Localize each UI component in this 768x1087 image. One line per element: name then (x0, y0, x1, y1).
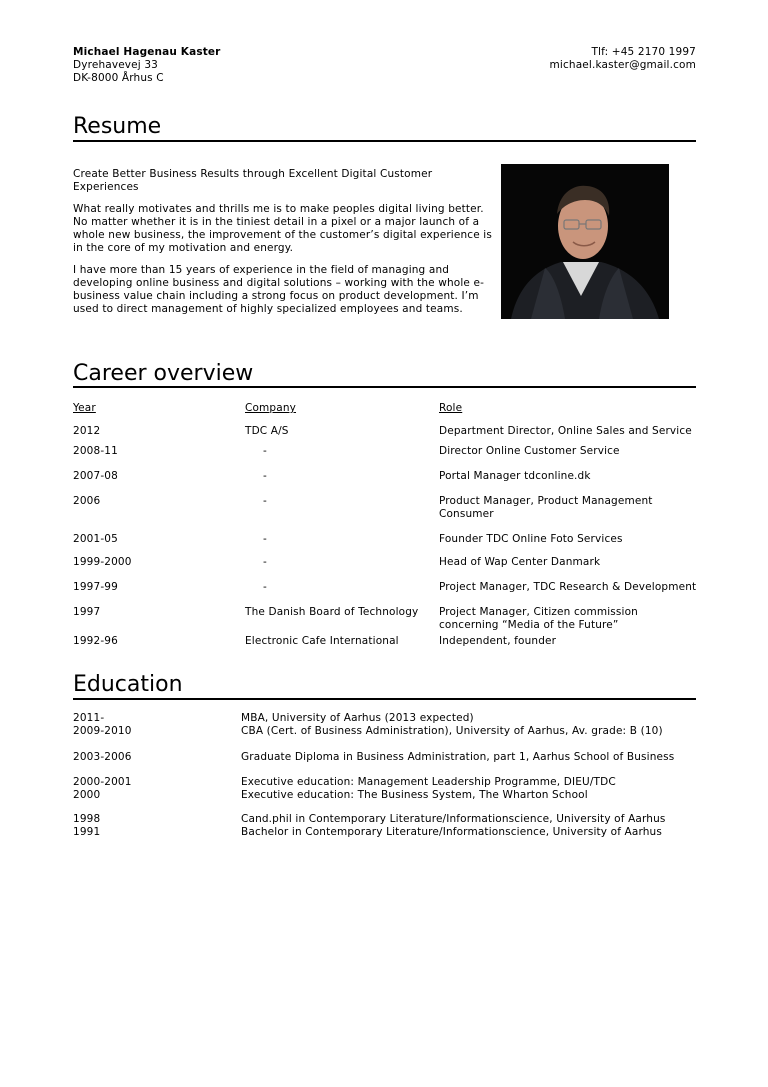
education-group (73, 813, 696, 839)
contact-block (73, 46, 221, 85)
career-role: Director Online Customer Service (439, 445, 620, 457)
education-year: 1998 (73, 813, 101, 825)
education-group (73, 751, 696, 764)
career-company: Electronic Cafe International (245, 635, 399, 647)
career-year: 1992-96 (73, 635, 118, 647)
address-line-1: Dyrehavevej 33 (73, 59, 158, 71)
address-line-2: DK-8000 Århus C (73, 72, 164, 84)
education-year: 2000-2001 (73, 776, 132, 788)
career-company: - (263, 470, 267, 482)
education-divider (73, 698, 696, 700)
education-group (73, 712, 696, 738)
career-role: Project Manager, TDC Research & Development (439, 581, 697, 593)
education-year: 2003-2006 (73, 751, 132, 763)
resume-heading: Resume (73, 114, 162, 139)
career-company: The Danish Board of Technology (245, 606, 419, 618)
career-year: 1999-2000 (73, 556, 132, 568)
career-role: Project Manager, Citizen commission concerning “Media of the Future” (439, 606, 638, 631)
company-column-header: Company (245, 402, 297, 414)
career-company: TDC A/S (245, 425, 289, 437)
tagline: Create Better Business Results through Excellent Digital Customer Experiences (73, 168, 433, 193)
phone-number: Tlf: +45 2170 1997 (591, 46, 696, 58)
career-year: 1997 (73, 606, 101, 618)
education-heading: Education (73, 672, 183, 697)
education-desc: MBA, University of Aarhus (2013 expected) (241, 712, 474, 724)
education-desc: Bachelor in Contemporary Literature/Informationscience, University of Aarhus (241, 826, 662, 838)
education-desc: Executive education: The Business System, The Wharton School (241, 789, 588, 801)
education-year: 2009-2010 (73, 725, 132, 737)
intro-text (73, 168, 493, 325)
email-address[interactable]: michael.kaster@gmail.com (549, 59, 696, 71)
career-year: 2008-11 (73, 445, 118, 457)
education-row (73, 725, 696, 738)
education-row (73, 789, 696, 802)
role-column-header: Role (439, 402, 463, 414)
career-company: - (263, 581, 267, 593)
motivation-paragraph: What really motivates and thrills me is to make peoples digital living better. No matter whether it is in the tiniest detail in a pixel or a major launch of a whole new business, the improvement of the customer’s digital experience is in the core of my motivation and energy. (73, 203, 492, 254)
career-role: Department Director, Online Sales and Service (439, 425, 692, 437)
contact-details (550, 46, 696, 72)
career-year: 2001-05 (73, 533, 118, 545)
education-row (73, 826, 696, 839)
career-year: 2007-08 (73, 470, 118, 482)
experience-paragraph: I have more than 15 years of experience in the field of managing and developing online business and digital solutions – working with the whole e-business value chain including a strong focus on product development. I’m used to direct management of highly specialized employees and teams. (73, 264, 485, 315)
career-company: - (263, 445, 267, 457)
person-name: Michael Hagenau Kaster (73, 46, 221, 58)
education-row (73, 813, 696, 826)
resume-divider (73, 140, 696, 142)
career-year: 2006 (73, 495, 101, 507)
resume-page (73, 0, 696, 1087)
education-desc: Graduate Diploma in Business Administration, part 1, Aarhus School of Business (241, 751, 675, 763)
career-year: 1997-99 (73, 581, 118, 593)
career-company: - (263, 556, 267, 568)
career-role: Founder TDC Online Foto Services (439, 533, 623, 545)
career-role: Portal Manager tdconline.dk (439, 470, 591, 482)
career-role: Product Manager, Product Management Consumer (439, 495, 653, 520)
education-desc: Cand.phil in Contemporary Literature/Informationscience, University of Aarhus (241, 813, 666, 825)
education-row (73, 712, 696, 725)
portrait-photo (501, 164, 669, 319)
education-desc: Executive education: Management Leadership Programme, DIEU/TDC (241, 776, 616, 788)
education-row (73, 751, 696, 764)
career-company: - (263, 533, 267, 545)
career-company: - (263, 495, 267, 507)
education-year: 2011- (73, 712, 105, 724)
education-year: 2000 (73, 789, 101, 801)
career-year: 2012 (73, 425, 101, 437)
career-role: Independent, founder (439, 635, 557, 647)
education-row (73, 776, 696, 789)
career-role: Head of Wap Center Danmark (439, 556, 601, 568)
year-column-header: Year (73, 402, 96, 414)
education-year: 1991 (73, 826, 101, 838)
education-desc: CBA (Cert. of Business Administration), University of Aarhus, Av. grade: B (10) (241, 725, 663, 737)
career-heading: Career overview (73, 361, 254, 386)
portrait-image (501, 164, 669, 319)
career-divider (73, 386, 696, 388)
education-group (73, 776, 696, 802)
